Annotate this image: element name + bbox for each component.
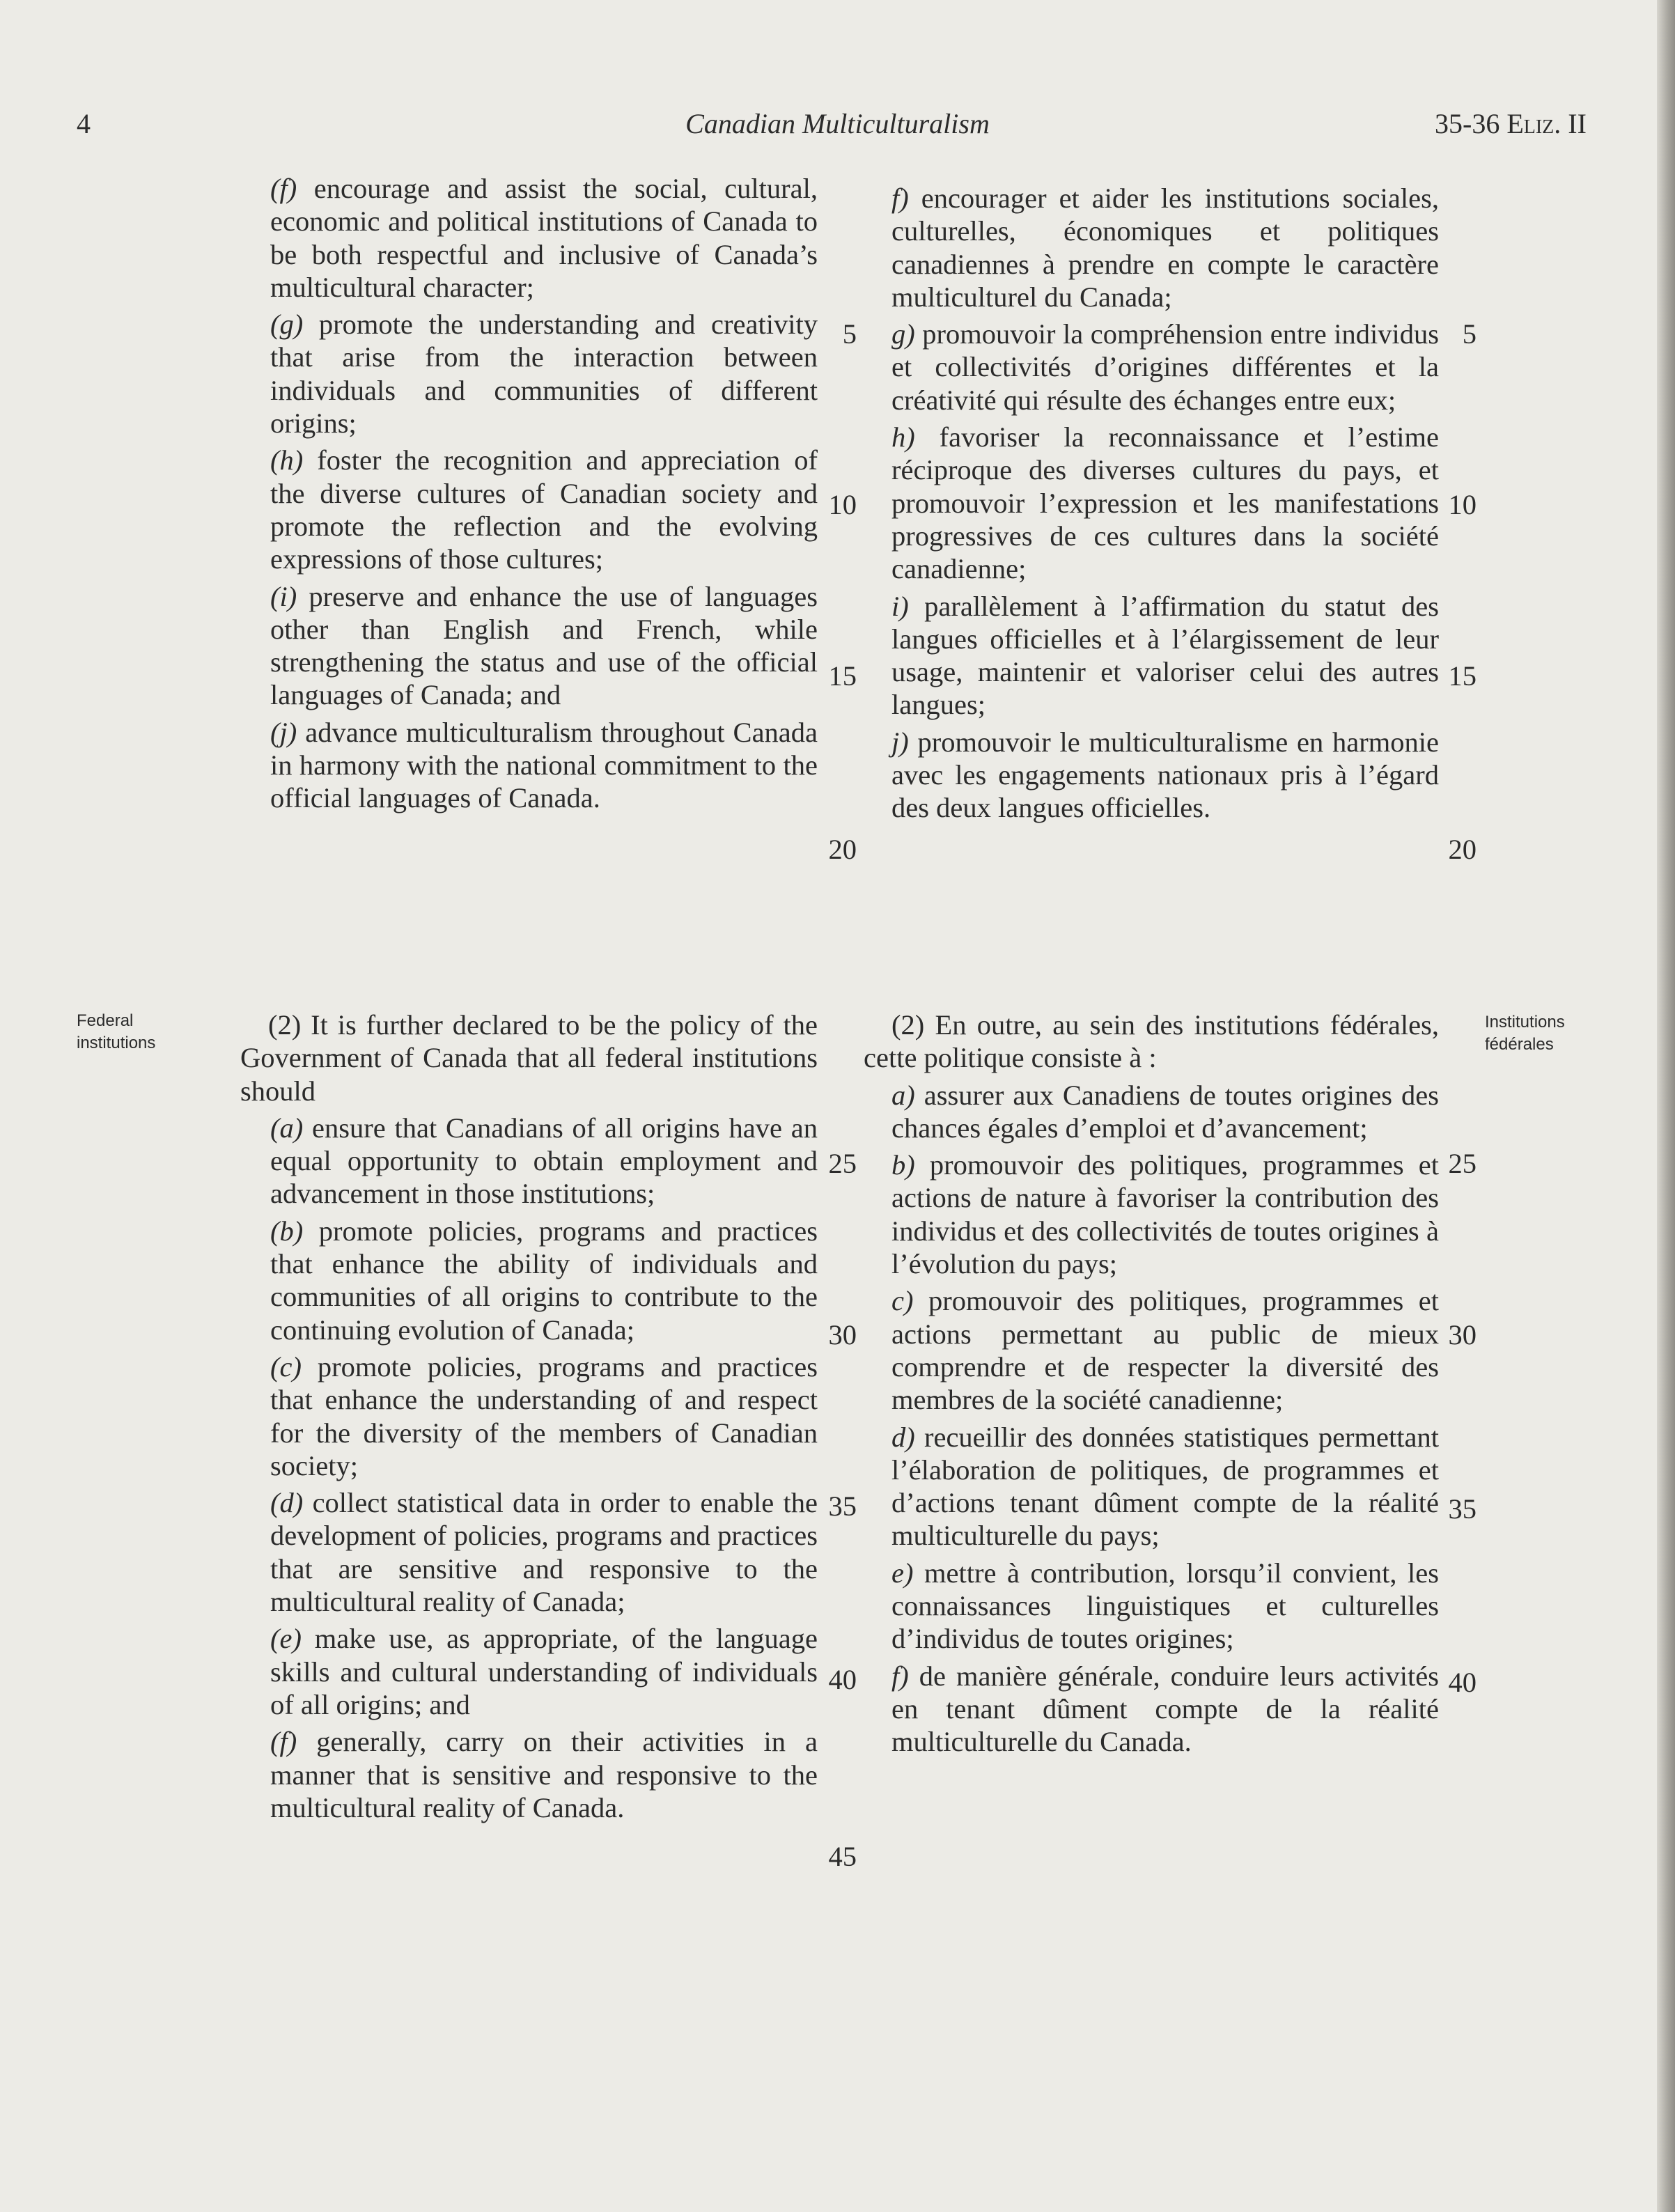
section-1-french-column bbox=[891, 182, 1439, 829]
marginal-note-federal-institutions: Federal institutions bbox=[77, 1011, 156, 1052]
paragraph-h-fr: h) favoriser la reconnaissance et l’estime réciproque des diverses cultures du pays, et promouvoir l’expression et les manifestations progressives de ces cultures dans la société canadienne; bbox=[891, 421, 1439, 585]
line-number-20-en: 20 bbox=[828, 834, 857, 865]
paragraph-c-fr: c) promouvoir des politiques, programmes et actions permettant au public de mieux comprendre et de respecter la diversité des membres de la société canadienne; bbox=[891, 1285, 1439, 1416]
paragraph-e-en: (e) make use, as appropriate, of the language skills and cultural understanding of individuals of all origins; and bbox=[270, 1623, 818, 1720]
line-number-40-fr: 40 bbox=[1448, 1667, 1477, 1698]
line-number-5-en: 5 bbox=[842, 318, 857, 350]
page-number: 4 bbox=[77, 108, 91, 139]
paragraph-b-fr: b) promouvoir des politiques, programmes et actions de nature à favoriser la contribution des individus et des collectivités de toutes origines à l’évolution du pays; bbox=[891, 1149, 1439, 1280]
paragraph-d-fr: d) recueillir des données statistiques permettant l’élaboration de politiques, de programmes et d’actions tenant dûment compte de la réalité multiculturelle du pays; bbox=[891, 1421, 1439, 1552]
line-number-35-en: 35 bbox=[828, 1490, 857, 1522]
line-number-15-fr: 15 bbox=[1448, 660, 1477, 692]
line-number-30-fr: 30 bbox=[1448, 1319, 1477, 1350]
paragraph-d-en: (d) collect statistical data in order to enable the development of policies, programs and practices that are sensitive and responsive to the multicultural reality of Canada; bbox=[270, 1487, 818, 1618]
line-number-25-en: 25 bbox=[828, 1148, 857, 1179]
paragraph-a-fr: a) assurer aux Canadiens de toutes origines des chances égales d’emploi et d’avancement; bbox=[891, 1079, 1439, 1144]
section-1-english-column bbox=[270, 172, 818, 819]
line-number-25-fr: 25 bbox=[1448, 1148, 1477, 1179]
subsection-2-intro-en: (2) It is further declared to be the policy of the Government of Canada that all federal institutions should bbox=[240, 1009, 818, 1107]
paragraph-f-fr: f) encourager et aider les institutions sociales, culturelles, économiques et politiques canadiennes à prendre en compte le caractère multiculturel du Canada; bbox=[891, 182, 1439, 313]
line-number-20-fr: 20 bbox=[1448, 834, 1477, 865]
paragraph-i-fr: i) parallèlement à l’affirmation du statut des langues officielles et à l’élargissement de leur usage, maintenir et valoriser celui des autres langues; bbox=[891, 590, 1439, 721]
paragraph-e-fr: e) mettre à contribution, lorsqu’il convient, les connaissances linguistiques et culturelles d’individus de toutes origines; bbox=[891, 1557, 1439, 1655]
paragraph-c-en: (c) promote policies, programs and practices that enhance the understanding of and respect for the diversity of the members of Canadian society; bbox=[270, 1350, 818, 1481]
paragraph-b-en: (b) promote policies, programs and practices that enhance the ability of individuals and communities of all origins to contribute to the continuing evolution of Canada; bbox=[270, 1215, 818, 1346]
paragraph-h-en: (h) foster the recognition and appreciation of the diverse cultures of Canadian society and promote the reflection and the evolving expressions of those cultures; bbox=[270, 444, 818, 575]
paragraph-g-fr: g) promouvoir la compréhension entre individus et collectivités d’origines différentes et la créativité qui résulte des échanges entre eux; bbox=[891, 318, 1439, 416]
paragraph-i-en: (i) preserve and enhance the use of languages other than English and French, while strengthening the status and use of the official languages of Canada; and bbox=[270, 580, 818, 711]
paragraph-f-en: (f) encourage and assist the social, cultural, economic and political institutions of Canada to be both respectful and inclusive of Canada’s multicultural character; bbox=[270, 173, 818, 303]
section-2-french-column bbox=[864, 1008, 1439, 1763]
subsection-2-intro-fr: (2) En outre, au sein des institutions fédérales, cette politique consiste à : bbox=[864, 1009, 1439, 1074]
paragraph-f2-en: (f) generally, carry on their activities in a manner that is sensitive and responsive to the multicultural reality of Canada. bbox=[270, 1726, 818, 1823]
line-number-15-en: 15 bbox=[828, 660, 857, 692]
line-number-10-fr: 10 bbox=[1448, 489, 1477, 520]
line-number-10-en: 10 bbox=[828, 489, 857, 520]
line-number-30-en: 30 bbox=[828, 1319, 857, 1350]
marginal-note-institutions-federales: Institutions fédérales bbox=[1485, 1013, 1565, 1054]
paragraph-j-fr: j) promouvoir le multiculturalisme en harmonie avec les engagements nationaux pris à l’égard des deux langues officielles. bbox=[891, 726, 1439, 824]
line-number-35-fr: 35 bbox=[1448, 1493, 1477, 1525]
paragraph-f2-fr: f) de manière générale, conduire leurs activités en tenant dûment compte de la réalité multiculturelle du Canada. bbox=[891, 1660, 1439, 1758]
paragraph-g-en: (g) promote the understanding and creativity that arise from the interaction between individuals and communities of different origins; bbox=[270, 309, 818, 439]
paragraph-a-en: (a) ensure that Canadians of all origins have an equal opportunity to obtain employment and advancement in those institutions; bbox=[270, 1112, 818, 1210]
section-2-english-column bbox=[240, 1008, 818, 1828]
page-edge-shadow bbox=[1657, 0, 1675, 2212]
regnal-year: 35-36 Eliz. II bbox=[1435, 108, 1587, 139]
line-number-45-en: 45 bbox=[828, 1841, 857, 1872]
line-number-5-fr: 5 bbox=[1462, 318, 1477, 350]
running-title: Canadian Multiculturalism bbox=[685, 108, 990, 139]
paragraph-j-en: (j) advance multiculturalism throughout Canada in harmony with the national commitment to the official languages of Canada. bbox=[270, 716, 818, 814]
line-number-40-en: 40 bbox=[828, 1664, 857, 1695]
